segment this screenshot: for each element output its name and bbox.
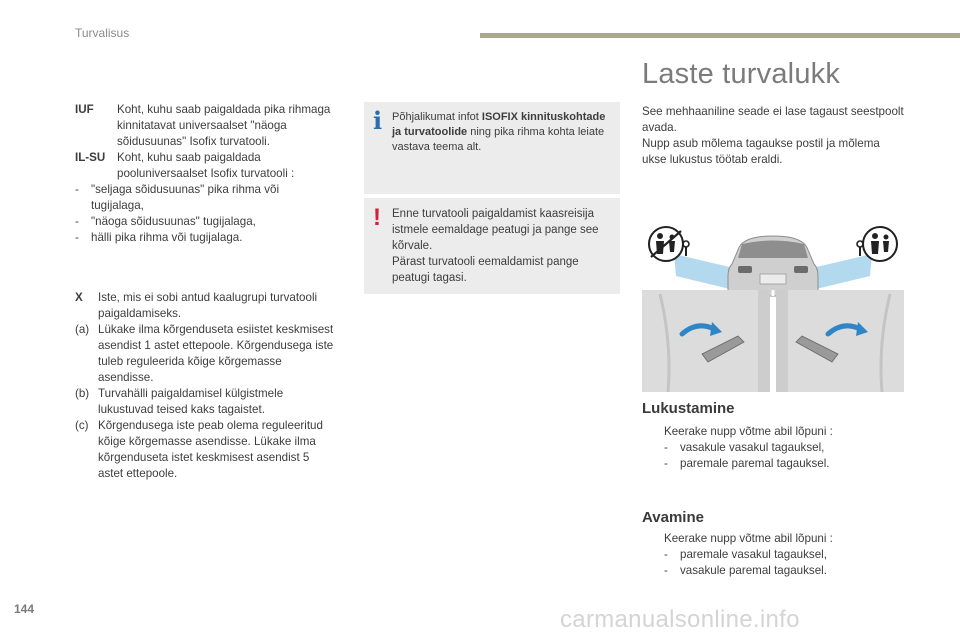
watermark: carmanualsonline.info	[560, 606, 800, 633]
list-bullet: -	[75, 231, 79, 244]
list-bullet: -	[664, 564, 668, 577]
instruction-bullet-icon	[642, 531, 664, 547]
intro-text	[642, 104, 904, 168]
section-label: Turvalisus	[75, 26, 130, 40]
instruction-text: Keerake nupp võtme abil lõpuni :	[664, 532, 833, 545]
list-item	[642, 456, 904, 472]
list-item	[75, 182, 333, 214]
unlocking-instructions	[642, 531, 904, 579]
definition-iuf	[75, 102, 333, 150]
instruction-text: Keerake nupp võtme abil lõpuni :	[664, 425, 833, 438]
list-bullet: -	[664, 548, 668, 561]
info-box	[364, 102, 620, 194]
note-a	[75, 322, 337, 386]
child-unlock-right-icon	[857, 227, 897, 261]
header-accent-bar	[480, 33, 960, 38]
list-item-text: "näoga sõidusuunas" tugijalaga,	[91, 215, 256, 228]
list-bullet: -	[75, 215, 79, 228]
note-text: Lükake ilma kõrgenduseta esiistet keskmisest asendist 1 astet ettepoole. Kõrgendusega iste tuleb reguleerida kõige kõrgemasse asendisse.	[98, 323, 334, 384]
intro-paragraph: Nupp asub mõlema tagaukse postil ja mõlema ukse lukustus töötab eraldi.	[642, 137, 880, 166]
info-text-lead: Põhjalikumat infot	[392, 111, 482, 123]
list-item	[75, 214, 333, 230]
note-c	[75, 418, 337, 482]
door-right-panel	[776, 290, 904, 392]
list-item	[642, 424, 904, 440]
info-text-bold: ISOFIX kinnituskohtade ja turvatoolide	[392, 111, 606, 138]
list-item	[642, 547, 904, 563]
instruction-bullet-icon	[642, 424, 664, 440]
warning-paragraph: Pärast turvatooli eemaldamist pange peatugi tagasi.	[392, 256, 579, 284]
list-item	[642, 440, 904, 456]
definition-term: X	[75, 291, 83, 304]
list-item	[642, 563, 904, 579]
info-icon: i	[373, 106, 383, 135]
definition-text: Koht, kuhu saab paigaldada pika rihmaga kinnitatavat universaalset "näoga sõidusuunas" Isofix turvatooli.	[117, 103, 331, 148]
definitions-block	[75, 102, 333, 246]
unlocking-heading: Avamine	[642, 509, 704, 526]
definition-il-su	[75, 150, 333, 182]
list-item-text: paremale vasakul tagauksel,	[680, 548, 827, 561]
warning-text	[392, 206, 612, 286]
list-item-text: paremale paremal tagauksel.	[680, 457, 830, 470]
definition-x	[75, 290, 337, 322]
warning-paragraph: Enne turvatooli paigaldamist kaasreisija istmele eemaldage peatugi ja pange see kõrvale.	[392, 208, 599, 252]
child-lock-left-icon	[649, 227, 689, 261]
note-label: (c)	[75, 419, 89, 432]
definition-text: Koht, kuhu saab paigaldada pooluniversaalset Isofix turvatooli :	[117, 151, 295, 180]
info-text	[392, 110, 612, 155]
definition-text: Iste, mis ei sobi antud kaalugrupi turvatooli paigaldamiseks.	[98, 291, 318, 320]
list-bullet: -	[75, 183, 79, 196]
locking-heading: Lukustamine	[642, 400, 735, 417]
page-number: 144	[14, 602, 35, 616]
door-left-panel	[642, 290, 770, 392]
list-item-text: hälli pika rihma või tugijalaga.	[91, 231, 243, 244]
list-item-text: "seljaga sõidusuunas" pika rihma või tugijalaga,	[91, 183, 280, 212]
list-bullet: -	[664, 457, 668, 470]
note-text: Kõrgendusega iste peab olema reguleeritud kõige kõrgemasse asendisse. Lükake ilma kõrgenduseta istet keskmisest asendist 5 astet ettepoole.	[98, 419, 323, 480]
list-item-text: vasakule paremal tagauksel.	[680, 564, 827, 577]
page-title: Laste turvalukk	[642, 58, 841, 90]
list-item-text: vasakule vasakul tagauksel,	[680, 441, 825, 454]
note-text: Turvahälli paigaldamisel külgistmele lukustuvad teised kaks tagaistet.	[98, 387, 284, 416]
info-text-tail: ning pika rihma kohta leiate vastava teema alt.	[392, 126, 605, 153]
note-b	[75, 386, 337, 418]
notes-block	[75, 290, 337, 482]
list-item	[75, 230, 333, 246]
definition-term: IL-SU	[75, 151, 106, 164]
child-lock-illustration	[642, 224, 904, 392]
list-bullet: -	[664, 441, 668, 454]
locking-instructions	[642, 424, 904, 472]
note-label: (a)	[75, 323, 90, 336]
child-lock-diagram	[642, 224, 904, 392]
definition-term: IUF	[75, 103, 94, 116]
note-label: (b)	[75, 387, 90, 400]
list-item	[642, 531, 904, 547]
intro-paragraph: See mehhaaniline seade ei lase tagaust seestpoolt avada.	[642, 105, 904, 134]
warning-box	[364, 198, 620, 294]
warning-icon: !	[373, 204, 381, 231]
